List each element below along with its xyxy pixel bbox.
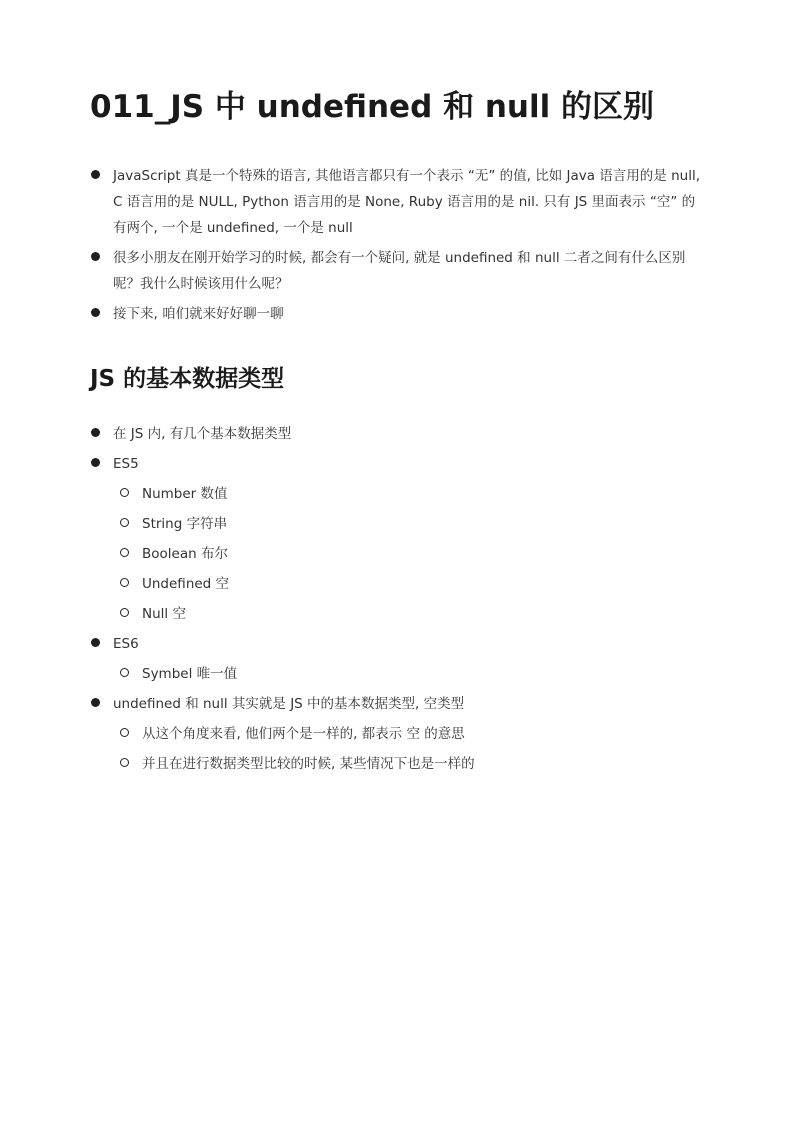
sub-list-item [0,511,703,537]
section-heading: JS 的基本数据类型 [90,366,285,392]
list-item-es5 [0,451,703,627]
sub-list-item [0,661,703,687]
list-item-text: ES6 [113,636,139,652]
list-item [0,245,703,297]
list-item-text: ES5 [113,456,139,472]
sub-list-item [0,481,703,507]
sub-list-item [0,571,703,597]
list-item [0,301,703,327]
sub-list-item-text: Symbel 唯一值 [142,666,238,682]
bullet-circle-icon [120,578,129,587]
null-undefined-sublist [113,721,703,777]
bullet-circle-icon [120,668,129,677]
bullet-dot-icon [91,308,100,317]
sub-list-item-text: Number 数值 [142,486,228,502]
sub-list-item-text: String 字符串 [142,516,228,532]
sub-list-item [0,751,703,777]
bullet-circle-icon [120,728,129,737]
bullet-dot-icon [91,428,100,437]
sub-list-item-text: 从这个角度来看, 他们两个是一样的, 都表示 空 的意思 [142,726,465,742]
sub-list-item-text: Boolean 布尔 [142,546,228,562]
list-item-es6 [0,631,703,687]
sub-list-item [0,601,703,627]
es6-sublist [113,661,703,687]
bullet-dot-icon [91,698,100,707]
data-types-list [0,421,703,777]
list-item [0,421,703,447]
list-item-text: JavaScript 真是一个特殊的语言, 其他语言都只有一个表示 “无” 的值, 比如 Java 语言用的是 null, C 语言用的是 NULL, Python 语言用的是 None, Ruby 语言用的是 nil. 只有 JS 里面表示 “空” 的有两个, 一个是 undefined, 一个是 null [113,168,700,236]
bullet-dot-icon [91,170,100,179]
list-item-text: undefined 和 null 其实就是 JS 中的基本数据类型, 空类型 [113,696,465,712]
sub-list-item-text: Undefined 空 [142,576,230,592]
intro-list [0,163,703,327]
bullet-dot-icon [91,458,100,467]
page-title: 011_JS 中 undefined 和 null 的区别 [90,89,655,125]
bullet-circle-icon [120,548,129,557]
bullet-circle-icon [120,758,129,767]
list-item-text: 在 JS 内, 有几个基本数据类型 [113,426,292,442]
es5-sublist [113,481,703,627]
sub-list-item-text: Null 空 [142,606,186,622]
sub-list-item-text: 并且在进行数据类型比较的时候, 某些情况下也是一样的 [142,756,475,772]
bullet-dot-icon [91,252,100,261]
sub-list-item [0,541,703,567]
bullet-circle-icon [120,608,129,617]
list-item-null-undefined [0,691,703,777]
list-item [0,163,703,241]
bullet-circle-icon [120,518,129,527]
list-item-text: 很多小朋友在刚开始学习的时候, 都会有一个疑问, 就是 undefined 和 null 二者之间有什么区别呢？我什么时候该用什么呢？ [113,250,686,292]
bullet-dot-icon [91,638,100,647]
list-item-text: 接下来, 咱们就来好好聊一聊 [113,306,284,322]
sub-list-item [0,721,703,747]
bullet-circle-icon [120,488,129,497]
